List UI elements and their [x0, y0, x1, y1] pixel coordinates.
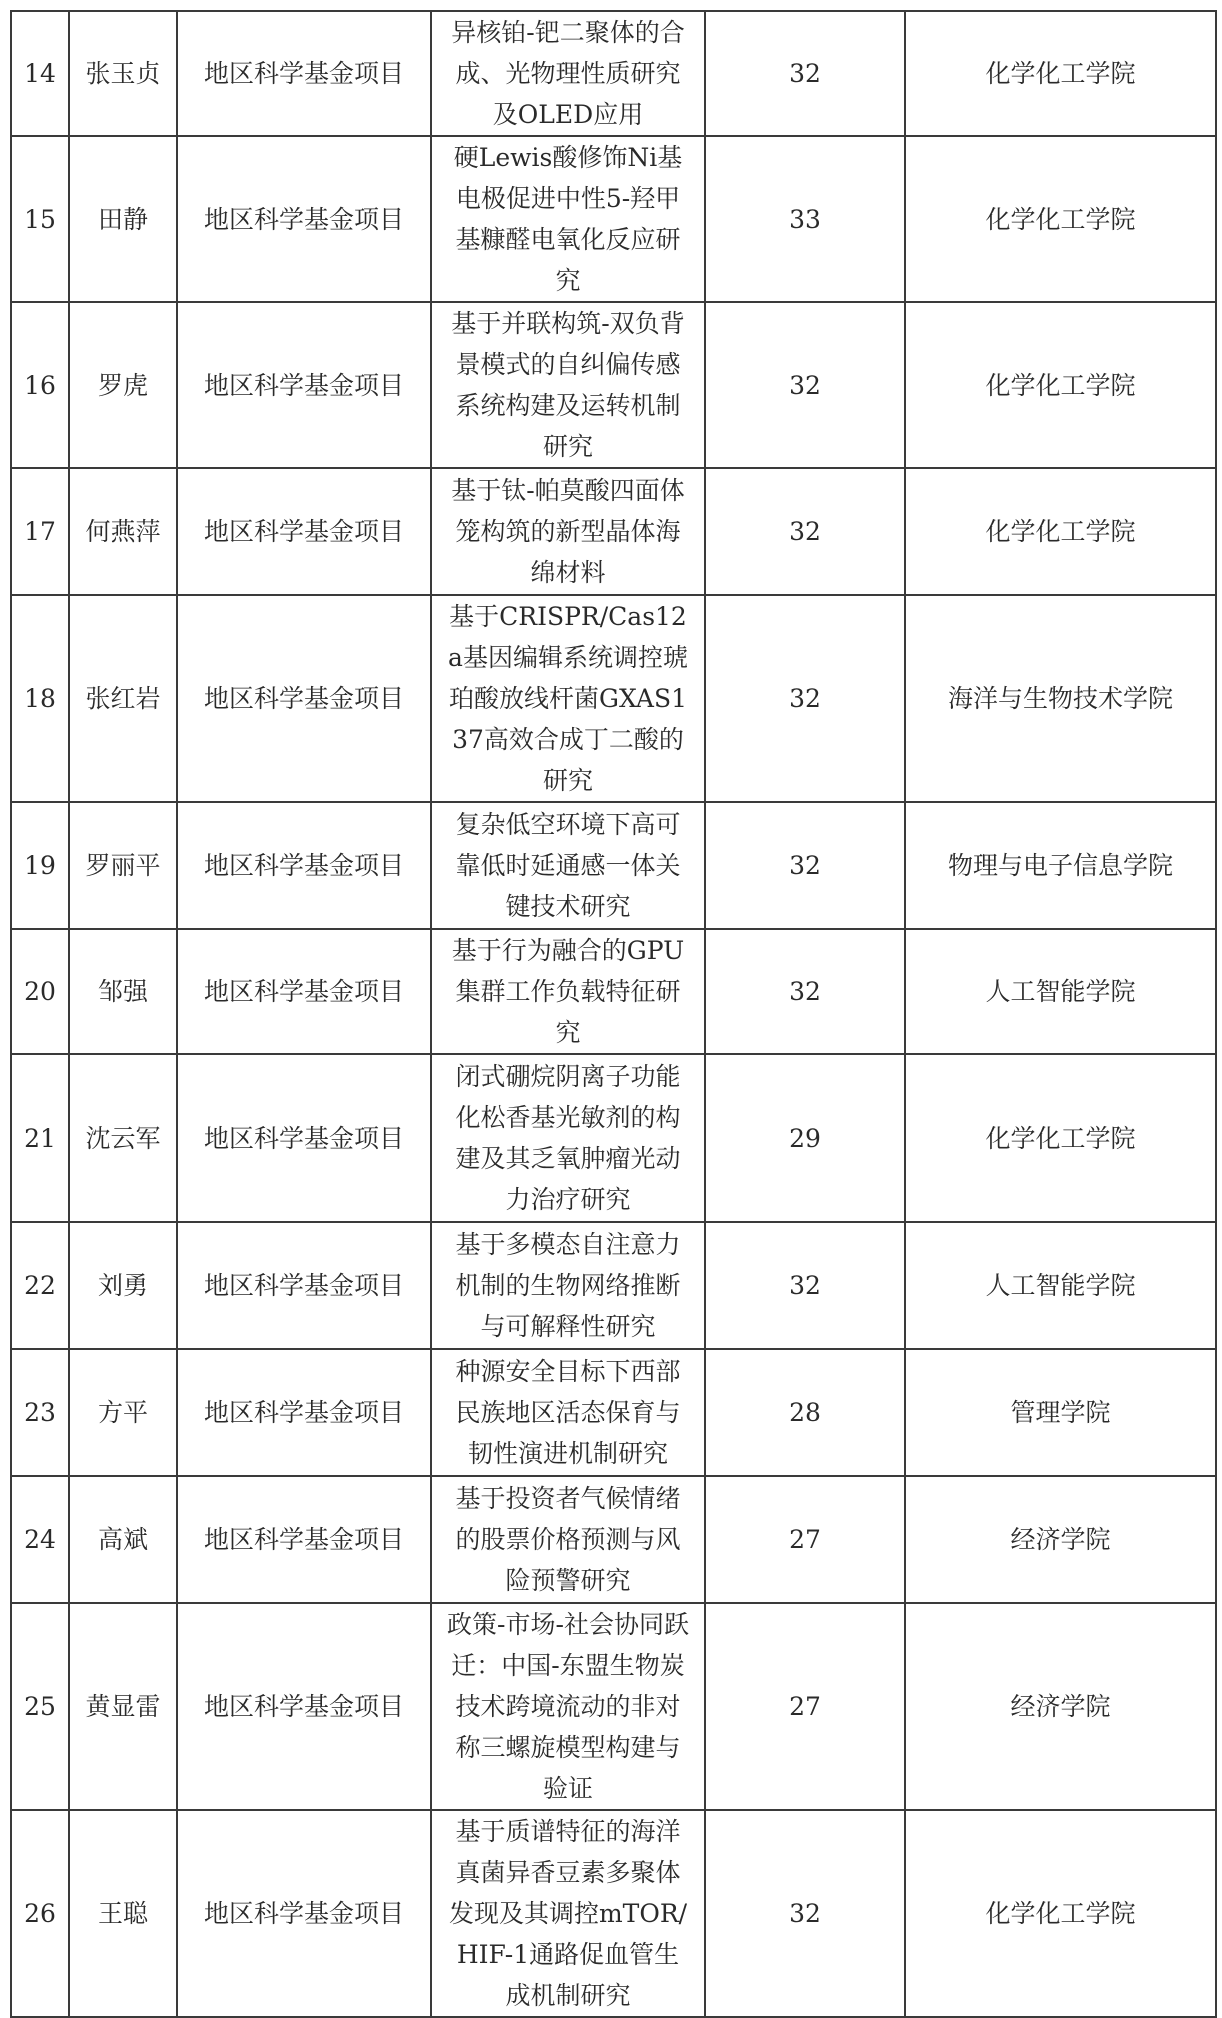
- college-cell: 化学化工学院: [905, 468, 1216, 595]
- applicant-name-cell: 沈云军: [69, 1054, 177, 1222]
- applicant-name-cell: 黄显雷: [69, 1603, 177, 1810]
- score-cell: 33: [705, 136, 905, 302]
- row-number-cell: 25: [11, 1603, 69, 1810]
- table-row: [11, 1603, 1216, 1810]
- college-cell: 化学化工学院: [905, 1810, 1216, 2017]
- applicant-name-cell: 罗丽平: [69, 802, 177, 929]
- applicant-name-cell: 刘勇: [69, 1222, 177, 1349]
- project-title-cell: 基于CRISPR/Cas12a基因编辑系统调控琥珀酸放线杆菌GXAS137高效合成丁二酸的研究: [431, 595, 705, 802]
- table-row: [11, 1054, 1216, 1222]
- table-row: [11, 1222, 1216, 1349]
- applicant-name-cell: 方平: [69, 1349, 177, 1476]
- score-cell: 32: [705, 595, 905, 802]
- row-number-cell: 16: [11, 302, 69, 468]
- project-type-cell: 地区科学基金项目: [177, 595, 431, 802]
- project-type-cell: 地区科学基金项目: [177, 136, 431, 302]
- project-type-cell: 地区科学基金项目: [177, 929, 431, 1054]
- project-title-cell: 基于钛-帕莫酸四面体笼构筑的新型晶体海绵材料: [431, 468, 705, 595]
- project-title-cell: 闭式硼烷阴离子功能化松香基光敏剂的构建及其乏氧肿瘤光动力治疗研究: [431, 1054, 705, 1222]
- project-type-cell: 地区科学基金项目: [177, 802, 431, 929]
- college-cell: 经济学院: [905, 1476, 1216, 1603]
- project-list-table: [10, 10, 1217, 2018]
- score-cell: 32: [705, 11, 905, 136]
- college-cell: 人工智能学院: [905, 929, 1216, 1054]
- row-number-cell: 21: [11, 1054, 69, 1222]
- applicant-name-cell: 高斌: [69, 1476, 177, 1603]
- table-row: [11, 1476, 1216, 1603]
- applicant-name-cell: 张红岩: [69, 595, 177, 802]
- project-title-cell: 基于多模态自注意力机制的生物网络推断与可解释性研究: [431, 1222, 705, 1349]
- row-number-cell: 17: [11, 468, 69, 595]
- project-type-cell: 地区科学基金项目: [177, 1054, 431, 1222]
- project-type-cell: 地区科学基金项目: [177, 11, 431, 136]
- table-row: [11, 468, 1216, 595]
- applicant-name-cell: 田静: [69, 136, 177, 302]
- project-title-cell: 政策-市场-社会协同跃迁：中国-东盟生物炭技术跨境流动的非对称三螺旋模型构建与验证: [431, 1603, 705, 1810]
- project-type-cell: 地区科学基金项目: [177, 1349, 431, 1476]
- applicant-name-cell: 何燕萍: [69, 468, 177, 595]
- table-row: [11, 1810, 1216, 2017]
- project-type-cell: 地区科学基金项目: [177, 1476, 431, 1603]
- college-cell: 海洋与生物技术学院: [905, 595, 1216, 802]
- score-cell: 32: [705, 302, 905, 468]
- row-number-cell: 14: [11, 11, 69, 136]
- college-cell: 化学化工学院: [905, 136, 1216, 302]
- score-cell: 28: [705, 1349, 905, 1476]
- score-cell: 32: [705, 929, 905, 1054]
- table-row: [11, 11, 1216, 136]
- college-cell: 化学化工学院: [905, 1054, 1216, 1222]
- project-type-cell: 地区科学基金项目: [177, 302, 431, 468]
- college-cell: 管理学院: [905, 1349, 1216, 1476]
- table-row: [11, 929, 1216, 1054]
- score-cell: 27: [705, 1603, 905, 1810]
- project-title-cell: 基于行为融合的GPU集群工作负载特征研究: [431, 929, 705, 1054]
- row-number-cell: 20: [11, 929, 69, 1054]
- project-title-cell: 异核铂-钯二聚体的合成、光物理性质研究及OLED应用: [431, 11, 705, 136]
- project-title-cell: 基于质谱特征的海洋真菌异香豆素多聚体发现及其调控mTOR/HIF-1通路促血管生成机制研究: [431, 1810, 705, 2017]
- row-number-cell: 26: [11, 1810, 69, 2017]
- score-cell: 27: [705, 1476, 905, 1603]
- project-title-cell: 基于投资者气候情绪的股票价格预测与风险预警研究: [431, 1476, 705, 1603]
- applicant-name-cell: 邹强: [69, 929, 177, 1054]
- score-cell: 32: [705, 1810, 905, 2017]
- college-cell: 化学化工学院: [905, 11, 1216, 136]
- row-number-cell: 23: [11, 1349, 69, 1476]
- project-title-cell: 种源安全目标下西部民族地区活态保育与韧性演进机制研究: [431, 1349, 705, 1476]
- score-cell: 32: [705, 802, 905, 929]
- project-type-cell: 地区科学基金项目: [177, 1222, 431, 1349]
- applicant-name-cell: 罗虎: [69, 302, 177, 468]
- table-row: [11, 136, 1216, 302]
- college-cell: 经济学院: [905, 1603, 1216, 1810]
- row-number-cell: 18: [11, 595, 69, 802]
- table-row: [11, 1349, 1216, 1476]
- project-title-cell: 基于并联构筑-双负背景模式的自纠偏传感系统构建及运转机制研究: [431, 302, 705, 468]
- project-type-cell: 地区科学基金项目: [177, 1603, 431, 1810]
- score-cell: 32: [705, 1222, 905, 1349]
- college-cell: 化学化工学院: [905, 302, 1216, 468]
- project-title-cell: 复杂低空环境下高可靠低时延通感一体关键技术研究: [431, 802, 705, 929]
- score-cell: 32: [705, 468, 905, 595]
- table-row: [11, 802, 1216, 929]
- score-cell: 29: [705, 1054, 905, 1222]
- college-cell: 人工智能学院: [905, 1222, 1216, 1349]
- college-cell: 物理与电子信息学院: [905, 802, 1216, 929]
- table-row: [11, 595, 1216, 802]
- project-type-cell: 地区科学基金项目: [177, 468, 431, 595]
- row-number-cell: 22: [11, 1222, 69, 1349]
- row-number-cell: 24: [11, 1476, 69, 1603]
- project-title-cell: 硬Lewis酸修饰Ni基电极促进中性5-羟甲基糠醛电氧化反应研究: [431, 136, 705, 302]
- applicant-name-cell: 张玉贞: [69, 11, 177, 136]
- row-number-cell: 19: [11, 802, 69, 929]
- row-number-cell: 15: [11, 136, 69, 302]
- table-row: [11, 302, 1216, 468]
- project-type-cell: 地区科学基金项目: [177, 1810, 431, 2017]
- applicant-name-cell: 王聪: [69, 1810, 177, 2017]
